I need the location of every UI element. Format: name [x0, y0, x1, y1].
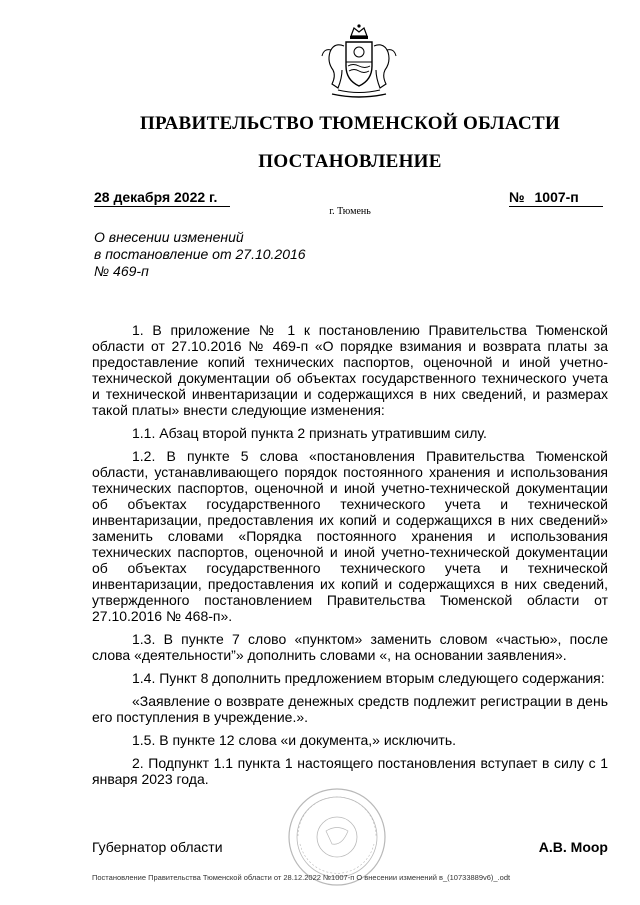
city-name: г. Тюмень: [329, 206, 371, 217]
subject-line: в постановление от 27.10.2016: [94, 246, 306, 262]
document-number: 1007-п: [534, 189, 579, 205]
document-subject: [94, 229, 354, 280]
number-label: №: [509, 189, 525, 205]
subject-line: О внесении изменений: [94, 229, 244, 245]
document-type: ПОСТАНОВЛЕНИЕ: [258, 151, 442, 172]
file-footer: Постановление Правительства Тюменской области от 28.12.2022 №1007-п О внесении изменений в_(10733889v6)_.odt: [92, 873, 511, 882]
document-date: 28 декабря 2022 г.: [94, 189, 230, 207]
body-paragraph: 1.5. В пункте 12 слова «и документа,» исключить.: [132, 732, 457, 748]
subject-line: № 469-п: [94, 263, 149, 279]
body-paragraph: 2. Подпункт 1.1 пункта 1 настоящего постановления вступает в силу с 1 января 2023 года.: [92, 755, 608, 787]
body-paragraph: 1.2. В пункте 5 слова «постановления Правительства Тюменской области, устанавливающего порядок постоянного хранения и использования технических паспортов, оценочной и иной учетно-технической документации об объектах государственного технического учета и технической инвентаризации, предоставления их копий и содержащихся в них сведений» заменить словами «Порядка постоянного хранения и использования технических паспортов, оценочной и иной учетно-технической документации об объектах государственного технического учета и технической инвентаризации, предоставления их копий и содержащихся в них сведений, утвержденного постановлением Правительства Тюменской области от 27.10.2016 № 468-п».: [92, 448, 608, 624]
body-paragraph: 1.4. Пункт 8 дополнить предложением вторым следующего содержания:: [132, 670, 605, 686]
coat-of-arms-icon: [318, 22, 400, 102]
body-paragraph: 1.1. Абзац второй пункта 2 признать утратившим силу.: [132, 425, 487, 441]
signature-block: [92, 839, 608, 857]
body-paragraph: 1.3. В пункте 7 слово «пунктом» заменить словом «частью», после слова «деятельности”» дополнить словами «, на основании заявления».: [92, 631, 608, 663]
document-number-field: [509, 189, 603, 207]
body-paragraph: 1. В приложение № 1 к постановлению Правительства Тюменской области от 27.10.2016 № 469-п «О порядке взимания и возврата платы за предоставление копий технических паспортов, оценочной и иной учетно-технической документации об объектах государственного технического учета и технической инвентаризации и содержащихся в них сведений, и размерах такой платы» внести следующие изменения:: [92, 322, 608, 418]
signatory-name: А.В. Моор: [538, 839, 608, 855]
document-body: [92, 322, 608, 794]
government-title: ПРАВИТЕЛЬСТВО ТЮМЕНСКОЙ ОБЛАСТИ: [139, 113, 561, 134]
signatory-position: Губернатор области: [92, 839, 223, 855]
body-paragraph: «Заявление о возврате денежных средств подлежит регистрации в день его поступления в учреждение.».: [92, 693, 608, 725]
